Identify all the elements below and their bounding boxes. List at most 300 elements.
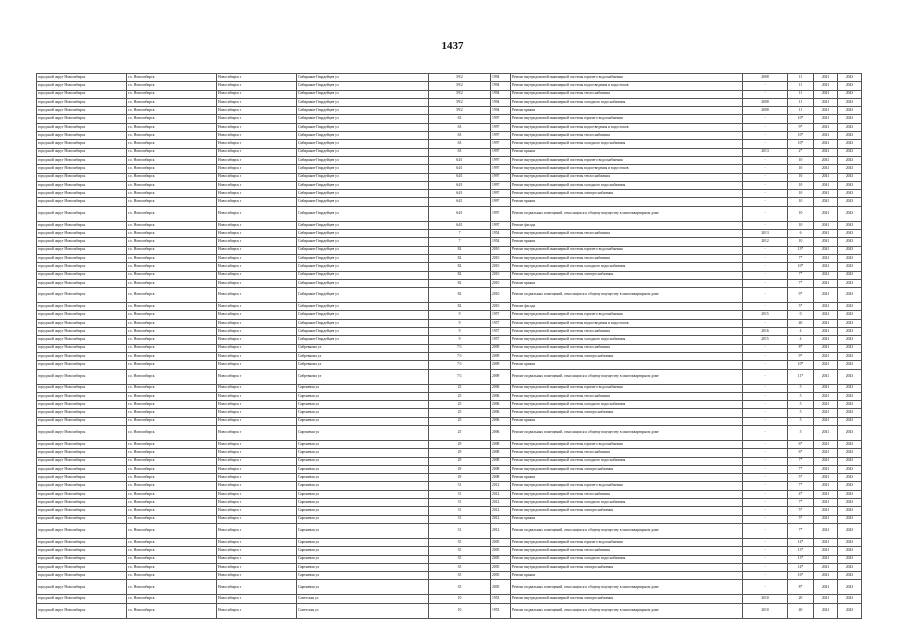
last-repair-cell: -: [743, 425, 788, 440]
table-row: [37, 328, 862, 336]
city-cell: Новосибирск г: [217, 319, 297, 327]
wear-cell: 11: [788, 107, 814, 115]
last-repair-cell: -: [743, 401, 788, 409]
built-year-cell: 1997: [491, 115, 511, 123]
house-cell: 82: [429, 303, 491, 311]
street-cell: Сибиряков-Гвардейцев ул: [297, 190, 429, 198]
built-year-cell: 2009: [491, 369, 511, 384]
work-type-cell: Ремонт внутридомовой инженерной системы горячего водоснабжения: [511, 384, 743, 392]
municipality-cell: городской округ Новосибирск: [37, 311, 127, 319]
work-type-cell: Ремонт внутридомовой инженерной системы холодного водоснабжения: [511, 499, 743, 507]
municipality-cell: городской округ Новосибирск: [37, 425, 127, 440]
house-cell: 59/2: [429, 82, 491, 90]
wear-cell: 5: [788, 417, 814, 425]
house-cell: 29: [429, 474, 491, 482]
house-cell: 64/1: [429, 173, 491, 181]
built-year-cell: 2006: [491, 401, 511, 409]
city-cell: Новосибирск г: [217, 603, 297, 618]
street-cell: Сиреневая ул: [297, 572, 429, 580]
street-cell: Сиреневая ул: [297, 384, 429, 392]
wear-cell: 7*: [788, 482, 814, 490]
street-cell: Сибиряков-Гвардейцев ул: [297, 221, 429, 229]
street-cell: Сиреневая ул: [297, 440, 429, 448]
street-cell: Сиреневая ул: [297, 490, 429, 498]
last-repair-cell: -: [743, 449, 788, 457]
street-cell: Сибиряков-Гвардейцев ул: [297, 82, 429, 90]
city-cell: Новосибирск г: [217, 336, 297, 344]
street-cell: Сибревкома ул: [297, 361, 429, 369]
wear-cell: 2*: [788, 148, 814, 156]
city-cell: Новосибирск г: [217, 254, 297, 262]
plan-to-cell: 2043: [838, 352, 862, 360]
settlement-cell: г.о. Новосибирск: [127, 82, 217, 90]
wear-cell: 13*: [788, 246, 814, 254]
built-year-cell: 1953: [491, 595, 511, 603]
table-row: [37, 580, 862, 595]
built-year-cell: 1957: [491, 328, 511, 336]
house-cell: 25: [429, 384, 491, 392]
municipality-cell: городской округ Новосибирск: [37, 303, 127, 311]
work-type-cell: Ремонт внутридомовой инженерной системы водоотведения и водостоков: [511, 123, 743, 131]
settlement-cell: г.о. Новосибирск: [127, 156, 217, 164]
wear-cell: 10: [788, 221, 814, 229]
plan-from-cell: 2041: [814, 165, 838, 173]
city-cell: Новосибирск г: [217, 465, 297, 473]
plan-from-cell: 2041: [814, 474, 838, 482]
street-cell: Сибиряков-Гвардейцев ул: [297, 115, 429, 123]
city-cell: Новосибирск г: [217, 115, 297, 123]
street-cell: Сибревкома ул: [297, 352, 429, 360]
municipality-cell: городской округ Новосибирск: [37, 132, 127, 140]
city-cell: Новосибирск г: [217, 482, 297, 490]
street-cell: Сиреневая ул: [297, 515, 429, 523]
city-cell: Новосибирск г: [217, 156, 297, 164]
street-cell: Сибиряков-Гвардейцев ул: [297, 156, 429, 164]
plan-from-cell: 2041: [814, 328, 838, 336]
settlement-cell: г.о. Новосибирск: [127, 198, 217, 206]
city-cell: Новосибирск г: [217, 82, 297, 90]
table-row: [37, 409, 862, 417]
last-repair-cell: -: [743, 173, 788, 181]
city-cell: Новосибирск г: [217, 563, 297, 571]
work-type-cell: Ремонт крыши: [511, 361, 743, 369]
last-repair-cell: -: [743, 165, 788, 173]
wear-cell: 40: [788, 319, 814, 327]
street-cell: Сиреневая ул: [297, 409, 429, 417]
house-cell: 63: [429, 123, 491, 131]
street-cell: Сибиряков-Гвардейцев ул: [297, 198, 429, 206]
city-cell: Новосибирск г: [217, 238, 297, 246]
settlement-cell: г.о. Новосибирск: [127, 263, 217, 271]
last-repair-cell: -: [743, 523, 788, 538]
wear-cell: 10*: [788, 140, 814, 148]
last-repair-cell: -: [743, 417, 788, 425]
work-type-cell: Ремонт внутридомовой инженерной системы электроснабжения: [511, 409, 743, 417]
work-type-cell: Ремонт внутридомовой инженерной системы теплоснабжения: [511, 173, 743, 181]
table-row: [37, 563, 862, 571]
plan-from-cell: 2041: [814, 148, 838, 156]
table-row: [37, 352, 862, 360]
work-type-cell: Ремонт внутридомовой инженерной системы горячего водоснабжения: [511, 440, 743, 448]
street-cell: Сибиряков-Гвардейцев ул: [297, 288, 429, 303]
plan-from-cell: 2041: [814, 547, 838, 555]
built-year-cell: 2009: [491, 352, 511, 360]
city-cell: Новосибирск г: [217, 132, 297, 140]
wear-cell: 7*: [788, 457, 814, 465]
street-cell: Сиреневая ул: [297, 563, 429, 571]
municipality-cell: городской округ Новосибирск: [37, 563, 127, 571]
city-cell: Новосибирск г: [217, 401, 297, 409]
house-cell: 29: [429, 465, 491, 473]
settlement-cell: г.о. Новосибирск: [127, 369, 217, 384]
settlement-cell: г.о. Новосибирск: [127, 328, 217, 336]
built-year-cell: 1994: [491, 74, 511, 82]
work-type-cell: Ремонт подвальных помещений, относящихся к общему имуществу в многоквартирном доме: [511, 603, 743, 618]
last-repair-cell: 2015: [743, 336, 788, 344]
street-cell: Советская ул: [297, 603, 429, 618]
work-type-cell: Ремонт внутридомовой инженерной системы холодного водоснабжения: [511, 336, 743, 344]
city-cell: Новосибирск г: [217, 595, 297, 603]
plan-to-cell: 2043: [838, 181, 862, 189]
built-year-cell: 2008: [491, 457, 511, 465]
wear-cell: 10*: [788, 115, 814, 123]
built-year-cell: 2012: [491, 499, 511, 507]
plan-to-cell: 2043: [838, 107, 862, 115]
settlement-cell: г.о. Новосибирск: [127, 361, 217, 369]
city-cell: Новосибирск г: [217, 499, 297, 507]
street-cell: Сибиряков-Гвардейцев ул: [297, 303, 429, 311]
last-repair-cell: -: [743, 409, 788, 417]
built-year-cell: 2006: [491, 425, 511, 440]
plan-to-cell: 2043: [838, 115, 862, 123]
work-type-cell: Ремонт крыши: [511, 474, 743, 482]
city-cell: Новосибирск г: [217, 572, 297, 580]
settlement-cell: г.о. Новосибирск: [127, 123, 217, 131]
house-cell: 25: [429, 401, 491, 409]
built-year-cell: 2005: [491, 547, 511, 555]
work-type-cell: Ремонт внутридомовой инженерной системы теплоснабжения: [511, 132, 743, 140]
house-cell: 63: [429, 148, 491, 156]
settlement-cell: г.о. Новосибирск: [127, 572, 217, 580]
last-repair-cell: -: [743, 344, 788, 352]
table-row: [37, 165, 862, 173]
house-cell: 31: [429, 523, 491, 538]
last-repair-cell: -: [743, 279, 788, 287]
street-cell: Сибиряков-Гвардейцев ул: [297, 74, 429, 82]
house-cell: 82: [429, 246, 491, 254]
last-repair-cell: 2015: [743, 311, 788, 319]
plan-from-cell: 2041: [814, 507, 838, 515]
plan-to-cell: 2043: [838, 311, 862, 319]
municipality-cell: городской округ Новосибирск: [37, 515, 127, 523]
city-cell: Новосибирск г: [217, 440, 297, 448]
street-cell: Сиреневая ул: [297, 417, 429, 425]
municipality-cell: городской округ Новосибирск: [37, 246, 127, 254]
settlement-cell: г.о. Новосибирск: [127, 140, 217, 148]
city-cell: Новосибирск г: [217, 303, 297, 311]
city-cell: Новосибирск г: [217, 369, 297, 384]
work-type-cell: Ремонт крыши: [511, 198, 743, 206]
work-type-cell: Ремонт крыши: [511, 107, 743, 115]
built-year-cell: 2005: [491, 580, 511, 595]
street-cell: Сибревкома ул: [297, 344, 429, 352]
last-repair-cell: -: [743, 572, 788, 580]
house-cell: 63: [429, 132, 491, 140]
plan-from-cell: 2041: [814, 352, 838, 360]
last-repair-cell: -: [743, 384, 788, 392]
settlement-cell: г.о. Новосибирск: [127, 319, 217, 327]
settlement-cell: г.о. Новосибирск: [127, 246, 217, 254]
settlement-cell: г.о. Новосибирск: [127, 482, 217, 490]
municipality-cell: городской округ Новосибирск: [37, 221, 127, 229]
plan-to-cell: 2043: [838, 409, 862, 417]
last-repair-cell: -: [743, 246, 788, 254]
plan-from-cell: 2041: [814, 523, 838, 538]
last-repair-cell: -: [743, 474, 788, 482]
street-cell: Сиреневая ул: [297, 465, 429, 473]
wear-cell: 5*: [788, 474, 814, 482]
table-row: [37, 181, 862, 189]
municipality-cell: городской округ Новосибирск: [37, 580, 127, 595]
last-repair-cell: -: [743, 563, 788, 571]
house-cell: 25: [429, 425, 491, 440]
plan-from-cell: 2041: [814, 156, 838, 164]
plan-from-cell: 2041: [814, 425, 838, 440]
table-row: [37, 303, 862, 311]
plan-to-cell: 2043: [838, 440, 862, 448]
street-cell: Сибиряков-Гвардейцев ул: [297, 206, 429, 221]
municipality-cell: городской округ Новосибирск: [37, 555, 127, 563]
plan-from-cell: 2041: [814, 490, 838, 498]
last-repair-cell: 2013: [743, 230, 788, 238]
work-type-cell: Ремонт внутридомовой инженерной системы теплоснабжения: [511, 490, 743, 498]
plan-from-cell: 2041: [814, 384, 838, 392]
plan-from-cell: 2041: [814, 230, 838, 238]
settlement-cell: г.о. Новосибирск: [127, 384, 217, 392]
table-row: [37, 190, 862, 198]
street-cell: Сиреневая ул: [297, 507, 429, 515]
plan-to-cell: 2043: [838, 271, 862, 279]
settlement-cell: г.о. Новосибирск: [127, 344, 217, 352]
work-type-cell: Ремонт внутридомовой инженерной системы теплоснабжения: [511, 449, 743, 457]
table-row: [37, 457, 862, 465]
municipality-cell: городской округ Новосибирск: [37, 465, 127, 473]
plan-from-cell: 2041: [814, 90, 838, 98]
settlement-cell: г.о. Новосибирск: [127, 303, 217, 311]
house-cell: 59/2: [429, 107, 491, 115]
settlement-cell: г.о. Новосибирск: [127, 401, 217, 409]
work-type-cell: Ремонт внутридомовой инженерной системы теплоснабжения: [511, 547, 743, 555]
settlement-cell: г.о. Новосибирск: [127, 107, 217, 115]
built-year-cell: 1997: [491, 156, 511, 164]
plan-from-cell: 2041: [814, 288, 838, 303]
plan-to-cell: 2043: [838, 595, 862, 603]
table-row: [37, 238, 862, 246]
plan-from-cell: 2041: [814, 82, 838, 90]
plan-from-cell: 2041: [814, 279, 838, 287]
work-type-cell: Ремонт внутридомовой инженерной системы теплоснабжения: [511, 254, 743, 262]
table-row: [37, 482, 862, 490]
settlement-cell: г.о. Новосибирск: [127, 165, 217, 173]
street-cell: Сибиряков-Гвардейцев ул: [297, 328, 429, 336]
municipality-cell: городской округ Новосибирск: [37, 490, 127, 498]
table-row: [37, 572, 862, 580]
plan-from-cell: 2041: [814, 263, 838, 271]
plan-from-cell: 2041: [814, 254, 838, 262]
municipality-cell: городской округ Новосибирск: [37, 115, 127, 123]
table-row: [37, 271, 862, 279]
municipality-cell: городской округ Новосибирск: [37, 384, 127, 392]
plan-to-cell: 2043: [838, 303, 862, 311]
plan-from-cell: 2041: [814, 107, 838, 115]
plan-from-cell: 2041: [814, 515, 838, 523]
city-cell: Новосибирск г: [217, 547, 297, 555]
plan-to-cell: 2043: [838, 392, 862, 400]
plan-to-cell: 2043: [838, 369, 862, 384]
plan-to-cell: 2043: [838, 538, 862, 546]
built-year-cell: 1994: [491, 98, 511, 106]
work-type-cell: Ремонт внутридомовой инженерной системы электроснабжения: [511, 507, 743, 515]
wear-cell: 7*: [788, 499, 814, 507]
city-cell: Новосибирск г: [217, 352, 297, 360]
city-cell: Новосибирск г: [217, 523, 297, 538]
work-type-cell: Ремонт внутридомовой инженерной системы водоотведения и водостоков: [511, 82, 743, 90]
plan-to-cell: 2043: [838, 148, 862, 156]
last-repair-cell: -: [743, 115, 788, 123]
plan-to-cell: 2043: [838, 156, 862, 164]
plan-to-cell: 2043: [838, 319, 862, 327]
city-cell: Новосибирск г: [217, 288, 297, 303]
work-type-cell: Ремонт подвальных помещений, относящихся к общему имуществу в многоквартирном доме: [511, 288, 743, 303]
table-row: [37, 254, 862, 262]
street-cell: Сибиряков-Гвардейцев ул: [297, 311, 429, 319]
settlement-cell: г.о. Новосибирск: [127, 457, 217, 465]
municipality-cell: городской округ Новосибирск: [37, 198, 127, 206]
plan-from-cell: 2041: [814, 303, 838, 311]
city-cell: Новосибирск г: [217, 221, 297, 229]
wear-cell: 7*: [788, 523, 814, 538]
plan-to-cell: 2043: [838, 555, 862, 563]
built-year-cell: 2008: [491, 474, 511, 482]
city-cell: Новосибирск г: [217, 580, 297, 595]
plan-to-cell: 2043: [838, 288, 862, 303]
plan-from-cell: 2041: [814, 140, 838, 148]
plan-to-cell: 2043: [838, 401, 862, 409]
last-repair-cell: 2008: [743, 98, 788, 106]
table-row: [37, 361, 862, 369]
built-year-cell: 2005: [491, 538, 511, 546]
municipality-cell: городской округ Новосибирск: [37, 90, 127, 98]
last-repair-cell: -: [743, 140, 788, 148]
table-row: [37, 369, 862, 384]
settlement-cell: г.о. Новосибирск: [127, 115, 217, 123]
settlement-cell: г.о. Новосибирск: [127, 595, 217, 603]
plan-from-cell: 2041: [814, 538, 838, 546]
settlement-cell: г.о. Новосибирск: [127, 352, 217, 360]
city-cell: Новосибирск г: [217, 417, 297, 425]
municipality-cell: городской округ Новосибирск: [37, 457, 127, 465]
settlement-cell: г.о. Новосибирск: [127, 449, 217, 457]
settlement-cell: г.о. Новосибирск: [127, 98, 217, 106]
settlement-cell: г.о. Новосибирск: [127, 538, 217, 546]
street-cell: Сибиряков-Гвардейцев ул: [297, 279, 429, 287]
table-row: [37, 206, 862, 221]
house-cell: 31: [429, 490, 491, 498]
plan-to-cell: 2043: [838, 279, 862, 287]
municipality-cell: городской округ Новосибирск: [37, 572, 127, 580]
city-cell: Новосибирск г: [217, 474, 297, 482]
house-cell: 82: [429, 271, 491, 279]
plan-from-cell: 2041: [814, 336, 838, 344]
plan-to-cell: 2043: [838, 238, 862, 246]
house-cell: 7/1: [429, 369, 491, 384]
plan-from-cell: 2041: [814, 563, 838, 571]
work-type-cell: Ремонт фасада: [511, 303, 743, 311]
plan-to-cell: 2043: [838, 425, 862, 440]
last-repair-cell: -: [743, 580, 788, 595]
wear-cell: 6: [788, 230, 814, 238]
municipality-cell: городской округ Новосибирск: [37, 98, 127, 106]
plan-to-cell: 2043: [838, 165, 862, 173]
house-cell: 31: [429, 499, 491, 507]
last-repair-cell: -: [743, 515, 788, 523]
wear-cell: 11: [788, 98, 814, 106]
work-type-cell: Ремонт внутридомовой инженерной системы холодного водоснабжения: [511, 555, 743, 563]
built-year-cell: 1997: [491, 123, 511, 131]
work-type-cell: Ремонт внутридомовой инженерной системы горячего водоснабжения: [511, 246, 743, 254]
wear-cell: 7*: [788, 465, 814, 473]
wear-cell: 7*: [788, 254, 814, 262]
wear-cell: 5: [788, 401, 814, 409]
built-year-cell: 1994: [491, 90, 511, 98]
table-row: [37, 123, 862, 131]
plan-to-cell: 2043: [838, 384, 862, 392]
built-year-cell: 1997: [491, 190, 511, 198]
built-year-cell: 1957: [491, 336, 511, 344]
street-cell: Сиреневая ул: [297, 457, 429, 465]
work-type-cell: Ремонт внутридомовой инженерной системы электроснабжения: [511, 190, 743, 198]
plan-from-cell: 2041: [814, 74, 838, 82]
plan-to-cell: 2043: [838, 206, 862, 221]
plan-to-cell: 2043: [838, 563, 862, 571]
street-cell: Сиреневая ул: [297, 482, 429, 490]
settlement-cell: г.о. Новосибирск: [127, 490, 217, 498]
table-row: [37, 336, 862, 344]
wear-cell: 14*: [788, 563, 814, 571]
street-cell: Сиреневая ул: [297, 474, 429, 482]
plan-to-cell: 2043: [838, 263, 862, 271]
street-cell: Сиреневая ул: [297, 538, 429, 546]
house-cell: 64/1: [429, 206, 491, 221]
city-cell: Новосибирск г: [217, 230, 297, 238]
plan-to-cell: 2043: [838, 361, 862, 369]
wear-cell: 10: [788, 238, 814, 246]
built-year-cell: 2006: [491, 392, 511, 400]
plan-from-cell: 2041: [814, 98, 838, 106]
table-row: [37, 515, 862, 523]
table-row: [37, 465, 862, 473]
city-cell: Новосибирск г: [217, 181, 297, 189]
plan-from-cell: 2041: [814, 115, 838, 123]
house-cell: 9: [429, 328, 491, 336]
street-cell: Сиреневая ул: [297, 580, 429, 595]
last-repair-cell: -: [743, 457, 788, 465]
built-year-cell: 1957: [491, 319, 511, 327]
built-year-cell: 1994: [491, 107, 511, 115]
house-cell: 10: [429, 603, 491, 618]
city-cell: Новосибирск г: [217, 123, 297, 131]
municipality-cell: городской округ Новосибирск: [37, 401, 127, 409]
